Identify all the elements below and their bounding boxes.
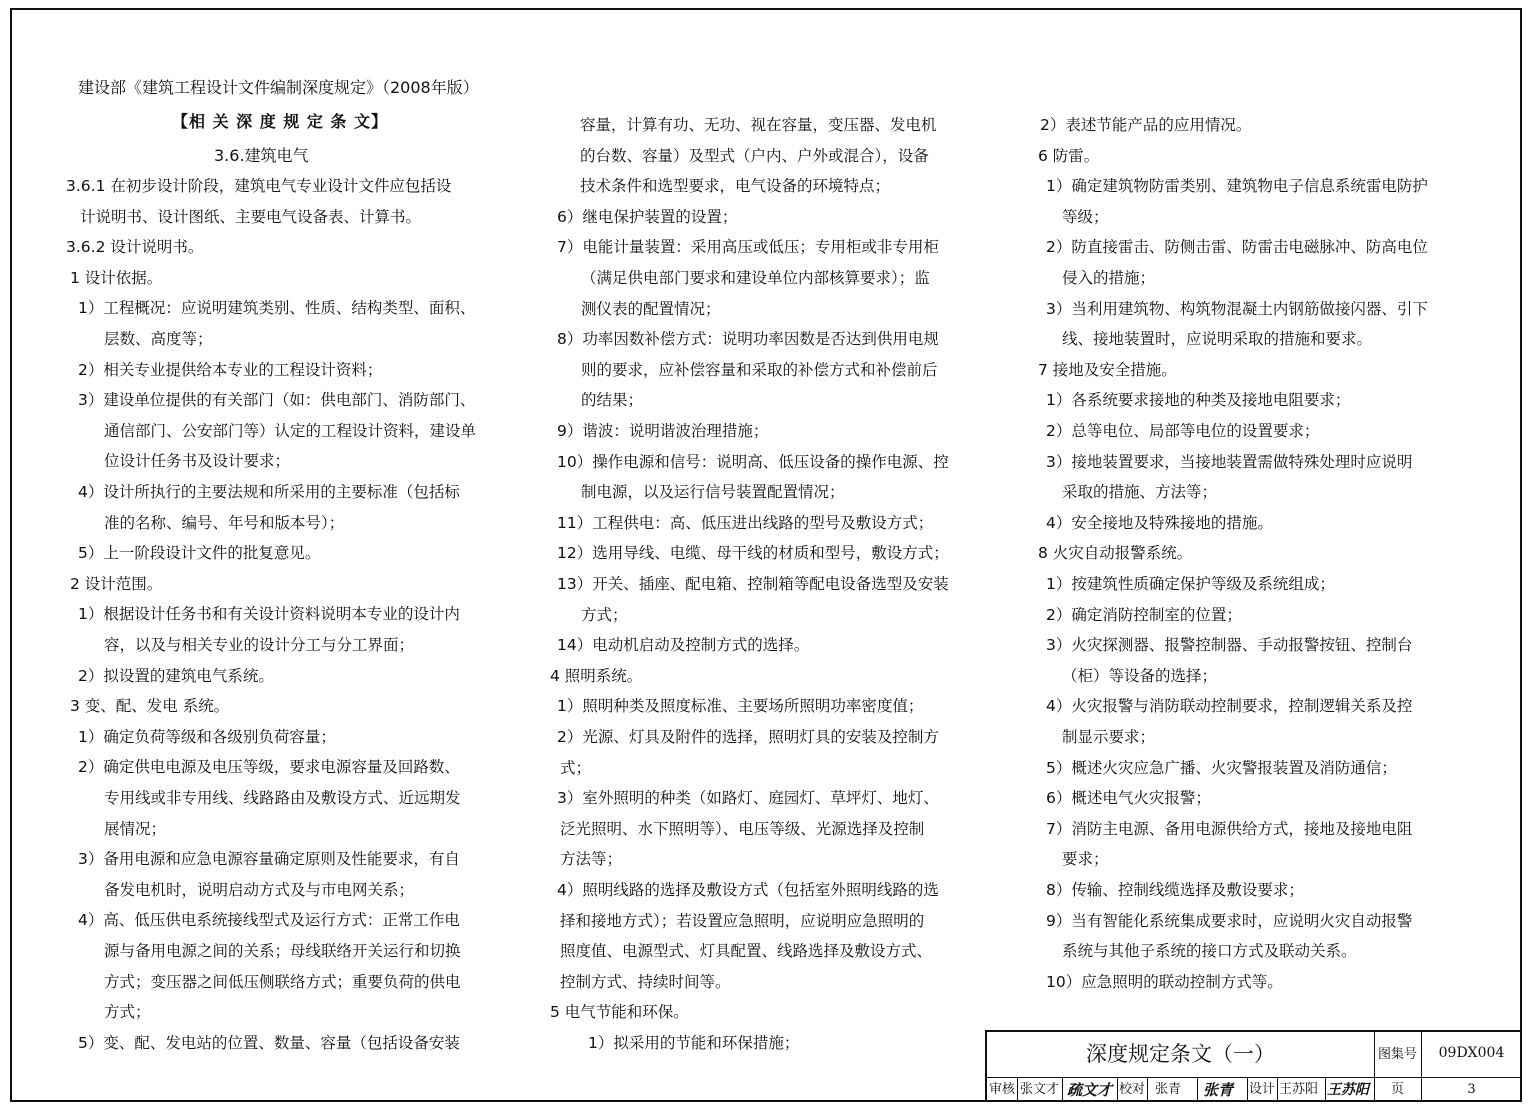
text-line: 采取的措施、方法等； [1062, 483, 1218, 501]
text-line: 层数、高度等； [104, 330, 213, 348]
design-label: 设计 [1249, 1082, 1276, 1097]
text-line: 2）相关专业提供给本专业的工程设计资料； [78, 361, 383, 379]
reviewer-name: 张文才 [1020, 1082, 1060, 1097]
text-line: 方式； [581, 606, 628, 624]
text-line: 4）火灾报警与消防联动控制要求，控制逻辑关系及控 [1046, 697, 1413, 715]
header-section-title: 【相 关 深 度 规 定 条 文】 [172, 112, 388, 131]
review-label: 审核 [989, 1082, 1016, 1097]
text-line: 计说明书、设计图纸、主要电气设备表、计算书。 [80, 208, 422, 226]
text-line: 8）传输、控制线缆选择及敷设要求； [1046, 881, 1304, 899]
text-line: 8）功率因数补偿方式：说明功率因数是否达到供用电规 [557, 330, 939, 348]
text-line: 2）拟设置的建筑电气系统。 [78, 667, 274, 685]
text-line: 5）上一阶段设计文件的批复意见。 [78, 544, 321, 562]
text-line: 专用线或非专用线、线路路由及敷设方式、近远期发 [104, 789, 461, 807]
text-line: 10）操作电源和信号：说明高、低压设备的操作电源、控 [557, 453, 949, 471]
text-line: 6 防雷。 [1038, 147, 1100, 165]
text-line: 2）确定消防控制室的位置； [1046, 606, 1242, 624]
text-line: 2 设计范围。 [70, 575, 163, 593]
text-line: 方式；变压器之间低压侧联络方式；重要负荷的供电 [104, 973, 461, 991]
text-line: 3）火灾探测器、报警控制器、手动报警按钮、控制台 [1046, 636, 1413, 654]
text-line: 要求； [1062, 850, 1109, 868]
text-line: 4 照明系统。 [550, 667, 643, 685]
text-line: 7 接地及安全措施。 [1038, 361, 1177, 379]
text-line: 4）高、低压供电系统接线型式及运行方式：正常工作电 [78, 911, 460, 929]
checker-name: 张青 [1155, 1082, 1182, 1097]
text-line: 2）防直接雷击、防侧击雷、防雷击电磁脉冲、防高电位 [1046, 238, 1428, 256]
text-line: 方式； [104, 1003, 151, 1021]
text-line: 10）应急照明的联动控制方式等。 [1046, 973, 1283, 991]
page-number: 3 [1467, 1082, 1476, 1097]
text-line: 3）建设单位提供的有关部门（如：供电部门、消防部门、 [78, 391, 476, 409]
atlas-number: 09DX004 [1438, 1045, 1505, 1061]
text-line: 展情况； [104, 820, 167, 838]
text-line: 的结果； [581, 391, 644, 409]
text-line: 2）光源、灯具及附件的选择，照明灯具的安装及控制方 [557, 728, 939, 746]
text-line: （满足供电部门要求和建设单位内部核算要求）；监 [581, 269, 930, 287]
text-line: 等级； [1062, 208, 1109, 226]
text-line: 1）照明种类及照度标准、主要场所照明功率密度值； [557, 697, 924, 715]
text-line: 6）继电保护装置的设置； [557, 208, 738, 226]
text-line: 制电源，以及运行信号装置配置情况； [581, 483, 845, 501]
text-line: （柜）等设备的选择； [1062, 667, 1218, 685]
text-line: 12）选用导线、电缆、母干线的材质和型号，敷设方式； [557, 544, 949, 562]
text-line: 9）当有智能化系统集成要求时，应说明火灾自动报警 [1046, 912, 1413, 930]
text-line: 位设计任务书及设计要求； [104, 452, 291, 470]
text-line: 源与备用电源之间的关系；母线联络开关运行和切换 [104, 942, 461, 960]
text-line: 控制方式、持续时间等。 [560, 973, 731, 991]
header-subsection: 3.6.建筑电气 [214, 146, 309, 165]
text-line: 3.6.2 设计说明书。 [66, 238, 204, 256]
text-line: 制显示要求； [1062, 728, 1156, 746]
text-line: 1）工程概况：应说明建筑类别、性质、结构类型、面积、 [78, 299, 476, 317]
checker-signature: 张青 [1203, 1081, 1234, 1099]
title-block-title: 深度规定条文（一） [1086, 1042, 1275, 1066]
text-line: 择和接地方式）；若设置应急照明，应说明应急照明的 [560, 912, 925, 930]
text-line: 9）谐波：说明谐波治理措施； [557, 422, 769, 440]
text-line: 7）电能计量装置：采用高压或低压；专用柜或非专用柜 [557, 238, 939, 256]
designer-signature: 王苏阳 [1327, 1082, 1369, 1098]
text-line: 则的要求，应补偿容量和采取的补偿方式和补偿前后 [581, 361, 938, 379]
text-line: 14）电动机启动及控制方式的选择。 [557, 636, 810, 654]
text-line: 通信部门、公安部门等）认定的工程设计资料，建设单 [104, 422, 477, 440]
text-line: 1）各系统要求接地的种类及接地电阻要求； [1046, 391, 1351, 409]
reviewer-signature: 疏文才 [1067, 1081, 1113, 1099]
text-line: 备发电机时，说明启动方式及与市电网关系； [104, 881, 415, 899]
text-line: 3）接地装置要求，当接地装置需做特殊处理时应说明 [1046, 453, 1413, 471]
text-line: 技术条件和选型要求，电气设备的环境特点； [580, 177, 891, 195]
text-line: 2）确定供电电源及电压等级，要求电源容量及回路数、 [78, 758, 460, 776]
text-line: 1）拟采用的节能和环保措施； [588, 1034, 800, 1052]
text-line: 方法等； [560, 850, 623, 868]
text-line: 容量，计算有功、无功、视在容量，变压器、发电机 [580, 116, 937, 134]
text-line: 1）根据设计任务书和有关设计资料说明本专业的设计内 [78, 605, 460, 623]
text-line: 1）确定建筑物防雷类别、建筑物电子信息系统雷电防护 [1046, 177, 1428, 195]
text-line: 2）表述节能产品的应用情况。 [1040, 116, 1252, 134]
atlas-number-label: 图集号 [1377, 1047, 1417, 1062]
text-line: 8 火灾自动报警系统。 [1038, 544, 1193, 562]
text-line: 11）工程供电：高、低压进出线路的型号及敷设方式； [557, 514, 934, 532]
text-line: 测仪表的配置情况； [581, 300, 721, 318]
text-line: 式； [560, 759, 592, 777]
text-line: 线、接地装置时，应说明采取的措施和要求。 [1062, 330, 1373, 348]
text-line: 1）按建筑性质确定保护等级及系统组成； [1046, 575, 1335, 593]
text-line: 4）照明线路的选择及敷设方式（包括室外照明线路的选 [557, 881, 939, 899]
designer-name: 王苏阳 [1279, 1082, 1319, 1097]
text-line: 的台数、容量）及型式（户内、户外或混合），设备 [580, 147, 929, 165]
text-line: 容，以及与相关专业的设计分工与分工界面； [104, 636, 415, 654]
text-line: 侵入的措施； [1062, 269, 1156, 287]
text-line: 3.6.1 在初步设计阶段，建筑电气专业设计文件应包括设 [66, 177, 452, 195]
text-line: 5）概述火灾应急广播、火灾警报装置及消防通信； [1046, 759, 1397, 777]
text-line: 3）备用电源和应急电源容量确定原则及性能要求，有自 [78, 850, 460, 868]
page-label: 页 [1390, 1082, 1404, 1097]
text-line: 4）设计所执行的主要法规和所采用的主要标准（包括标 [78, 483, 460, 501]
text-line: 1）确定负荷等级和各级别负荷容量； [78, 728, 336, 746]
text-line: 准的名称、编号、年号和版本号）； [104, 514, 345, 532]
text-line: 7）消防主电源、备用电源供给方式，接地及接地电阻 [1046, 820, 1413, 838]
text-line: 13）开关、插座、配电箱、控制箱等配电设备选型及安装 [557, 575, 949, 593]
text-line: 2）总等电位、局部等电位的设置要求； [1046, 422, 1320, 440]
text-line: 照度值、电源型式、灯具配置、线路选择及敷设方式、 [560, 942, 933, 960]
text-line: 5 电气节能和环保。 [550, 1003, 689, 1021]
check-label: 校对 [1119, 1082, 1146, 1097]
title-block [985, 1030, 1522, 1102]
text-line: 4）安全接地及特殊接地的措施。 [1046, 514, 1273, 532]
text-line: 3 变、配、发电 系统。 [70, 697, 230, 715]
header-source: 建设部《建筑工程设计文件编制深度规定》（2008年版） [78, 78, 479, 97]
text-line: 6）概述电气火灾报警； [1046, 789, 1211, 807]
text-line: 1 设计依据。 [70, 269, 163, 287]
text-line: 3）室外照明的种类（如路灯、庭园灯、草坪灯、地灯、 [557, 789, 939, 807]
text-line: 5）变、配、发电站的位置、数量、容量（包括设备安装 [78, 1034, 460, 1052]
text-line: 3）当利用建筑物、构筑物混凝土内钢筋做接闪器、引下 [1046, 300, 1428, 318]
text-line: 泛光照明、水下照明等）、电压等级、光源选择及控制 [560, 820, 925, 838]
text-line: 系统与其他子系统的接口方式及联动关系。 [1062, 942, 1357, 960]
